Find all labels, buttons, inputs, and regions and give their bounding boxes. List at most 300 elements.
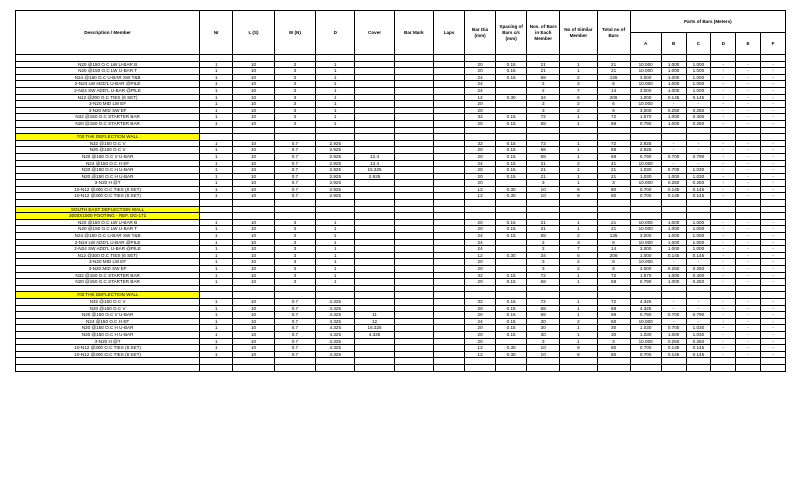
table-cell: - — [711, 318, 736, 325]
section-title: 700 THK DEFLECTION WALL — [16, 134, 200, 141]
table-cell: 10.000 — [630, 318, 661, 325]
table-cell: 1 — [200, 94, 233, 101]
member-description-cell: N20 @150 O.C H U-BAR — [16, 325, 200, 332]
table-cell: 1 — [200, 259, 233, 266]
table-cell: 80 — [597, 345, 630, 352]
member-description-cell: N12 @300 O.C TIES (6 SET) — [16, 252, 200, 259]
table-cell: - — [761, 180, 786, 187]
table-cell: 10 — [233, 266, 274, 273]
table-cell: 10 — [233, 246, 274, 253]
table-cell: 20 — [465, 266, 496, 273]
table-cell: 1 — [200, 147, 233, 154]
table-cell: - — [761, 259, 786, 266]
table-cell: 1 — [200, 246, 233, 253]
table-cell — [394, 226, 433, 233]
table-cell: - — [711, 266, 736, 273]
table-cell: 0.7 — [274, 305, 315, 312]
table-cell: 72 — [597, 272, 630, 279]
table-cell — [736, 134, 761, 141]
table-cell: 1.000 — [661, 74, 686, 81]
table-cell — [394, 68, 433, 75]
table-cell — [316, 358, 355, 365]
table-cell: 0.145 — [661, 186, 686, 193]
table-cell: 0.15 — [496, 226, 527, 233]
table-cell: 1 — [560, 305, 597, 312]
table-cell — [355, 147, 394, 154]
table-cell: 2.925 — [316, 147, 355, 154]
table-cell: 3 — [274, 61, 315, 68]
table-cell: 1.000 — [661, 87, 686, 94]
table-cell: 10 — [233, 114, 274, 121]
table-cell: - — [661, 101, 686, 108]
table-row — [16, 94, 786, 101]
table-cell — [465, 285, 496, 292]
table-cell: 3 — [274, 74, 315, 81]
table-cell: - — [736, 147, 761, 154]
table-cell — [434, 94, 465, 101]
table-cell: - — [761, 107, 786, 114]
table-cell — [394, 338, 433, 345]
table-cell: 1 — [316, 61, 355, 68]
table-cell: - — [761, 94, 786, 101]
table-cell: 68 — [527, 279, 560, 286]
table-cell: 30 — [527, 325, 560, 332]
table-cell — [661, 206, 686, 213]
table-cell — [761, 285, 786, 292]
table-cell — [200, 213, 233, 220]
table-cell: 10 — [233, 101, 274, 108]
table-cell — [434, 173, 465, 180]
table-cell — [434, 140, 465, 147]
table-cell: - — [761, 87, 786, 94]
table-cell — [394, 167, 433, 174]
table-cell: 206 — [597, 94, 630, 101]
table-cell: - — [761, 252, 786, 259]
member-description-cell: 2-N24 SW ADD'L U-BAR @PILE — [16, 246, 200, 253]
table-cell — [355, 345, 394, 352]
table-cell: 1.000 — [630, 94, 661, 101]
table-cell: 1 — [560, 147, 597, 154]
table-cell: 2 — [527, 87, 560, 94]
member-description-cell: N20 @150 O.C V U-BAR — [16, 312, 200, 319]
table-cell: 20 — [465, 173, 496, 180]
table-cell: 68 — [527, 305, 560, 312]
table-cell: 68 — [597, 305, 630, 312]
table-cell — [355, 140, 394, 147]
table-cell: 3 — [274, 87, 315, 94]
table-cell — [355, 55, 394, 62]
table-cell: 21 — [597, 219, 630, 226]
member-description-cell: N20 @150 O.C V — [16, 305, 200, 312]
table-cell: - — [661, 305, 686, 312]
table-cell: - — [686, 259, 711, 266]
table-cell: - — [761, 345, 786, 352]
table-cell: 1.000 — [661, 272, 686, 279]
table-cell: 0.15 — [496, 219, 527, 226]
table-cell — [560, 134, 597, 141]
table-cell: 2.925 — [316, 193, 355, 200]
table-cell: 1 — [560, 140, 597, 147]
section-title: SOUTH EAST DEFLECTION WALL — [16, 206, 200, 213]
table-cell: 0.700 — [630, 345, 661, 352]
table-cell: 1 — [200, 186, 233, 193]
table-row — [16, 233, 786, 240]
table-cell — [630, 206, 661, 213]
table-cell: 0.7 — [274, 312, 315, 319]
table-cell: 1.000 — [686, 74, 711, 81]
member-description-cell: N20 @150 O.C LW U-BAR T — [16, 226, 200, 233]
table-cell — [434, 312, 465, 319]
table-cell: 3 — [527, 101, 560, 108]
member-description-cell: 10-N12 @300 O.C TIES (8 SET) — [16, 351, 200, 358]
table-cell: 21 — [527, 68, 560, 75]
table-cell: 60 — [597, 318, 630, 325]
table-cell: - — [736, 252, 761, 259]
col-header-width: W (N) — [274, 11, 315, 55]
table-cell — [560, 55, 597, 62]
table-cell — [686, 358, 711, 365]
table-cell: 10 — [233, 193, 274, 200]
table-cell — [394, 246, 433, 253]
table-row — [16, 226, 786, 233]
table-cell: 3 — [274, 114, 315, 121]
table-cell: 0.700 — [630, 193, 661, 200]
table-cell: 10 — [527, 345, 560, 352]
table-cell: 10 — [233, 68, 274, 75]
table-cell — [630, 292, 661, 299]
table-cell: - — [761, 81, 786, 88]
table-cell: 0.15 — [496, 272, 527, 279]
table-cell: 0.250 — [686, 180, 711, 187]
table-cell — [394, 127, 433, 134]
member-description-cell: N24 @150 O.C U-BAR SW T&B — [16, 233, 200, 240]
table-cell: - — [711, 331, 736, 338]
table-cell — [527, 134, 560, 141]
table-cell: 10 — [233, 351, 274, 358]
table-cell: 21 — [527, 160, 560, 167]
table-cell — [16, 127, 200, 134]
col-header-nos-bars: Nos. of Bars in Each Member — [527, 11, 560, 55]
table-cell: 80 — [597, 351, 630, 358]
table-cell — [434, 186, 465, 193]
table-cell: 32 — [465, 114, 496, 121]
table-cell: - — [711, 160, 736, 167]
table-cell: 4.325 — [630, 305, 661, 312]
table-cell — [274, 364, 315, 371]
member-description-cell: N20 @150 O.C V — [16, 147, 200, 154]
table-cell: - — [736, 186, 761, 193]
table-cell: 0.30 — [496, 186, 527, 193]
table-row — [16, 351, 786, 358]
table-cell — [761, 292, 786, 299]
table-cell: 20 — [465, 101, 496, 108]
table-cell: 10 — [233, 186, 274, 193]
table-cell: 30 — [527, 331, 560, 338]
table-cell: 0.145 — [661, 252, 686, 259]
table-cell: 1 — [560, 68, 597, 75]
table-cell — [736, 127, 761, 134]
table-cell: - — [711, 325, 736, 332]
table-cell: 16.325 — [355, 167, 394, 174]
table-cell: - — [761, 160, 786, 167]
table-cell — [394, 87, 433, 94]
table-cell — [394, 213, 433, 220]
table-cell — [200, 358, 233, 365]
table-cell — [355, 206, 394, 213]
table-cell: 10 — [233, 272, 274, 279]
table-cell: 1 — [200, 226, 233, 233]
col-header-laps: Laps — [434, 11, 465, 55]
table-cell: 1 — [200, 312, 233, 319]
table-cell — [394, 114, 433, 121]
table-cell: 1.000 — [686, 81, 711, 88]
table-cell: - — [736, 318, 761, 325]
table-cell — [394, 266, 433, 273]
table-cell — [630, 134, 661, 141]
table-cell: 72 — [527, 140, 560, 147]
table-cell: 6 — [597, 266, 630, 273]
table-cell: 6 — [560, 252, 597, 259]
table-cell: 2 — [560, 266, 597, 273]
table-cell: 10 — [233, 252, 274, 259]
table-cell: 1 — [200, 120, 233, 127]
table-cell: 1 — [200, 351, 233, 358]
table-cell — [233, 358, 274, 365]
table-cell: - — [761, 61, 786, 68]
section-header-row — [16, 213, 786, 220]
table-cell — [434, 200, 465, 207]
table-cell: 3 — [274, 233, 315, 240]
table-cell: 0.15 — [496, 140, 527, 147]
table-cell: 10 — [233, 345, 274, 352]
table-cell: 1 — [316, 239, 355, 246]
table-cell — [465, 55, 496, 62]
col-header-no-similar: No of Similar Member — [560, 11, 597, 55]
table-cell — [16, 200, 200, 207]
table-cell: - — [761, 325, 786, 332]
table-cell — [355, 87, 394, 94]
table-cell: 2.925 — [630, 147, 661, 154]
table-cell: - — [736, 81, 761, 88]
table-cell — [355, 259, 394, 266]
table-row — [16, 87, 786, 94]
table-cell — [355, 213, 394, 220]
table-cell: 2 — [560, 101, 597, 108]
table-cell: 72 — [527, 298, 560, 305]
table-cell: - — [711, 226, 736, 233]
table-cell: 20 — [465, 153, 496, 160]
table-cell — [274, 55, 315, 62]
table-cell: 1.000 — [686, 68, 711, 75]
table-cell: 4.325 — [316, 312, 355, 319]
table-row — [16, 239, 786, 246]
table-cell: 1.570 — [630, 272, 661, 279]
table-cell: 0.700 — [661, 167, 686, 174]
table-cell — [736, 206, 761, 213]
table-cell: 1 — [560, 312, 597, 319]
table-cell — [496, 101, 527, 108]
table-cell: 3 — [274, 94, 315, 101]
table-cell: - — [736, 338, 761, 345]
table-cell: - — [736, 246, 761, 253]
table-cell — [394, 186, 433, 193]
table-cell: 10 — [527, 186, 560, 193]
table-cell: 0.145 — [686, 252, 711, 259]
table-cell: 1 — [200, 193, 233, 200]
table-cell: 0.7 — [274, 140, 315, 147]
table-cell — [434, 120, 465, 127]
table-cell — [355, 358, 394, 365]
table-cell: 0.7 — [274, 180, 315, 187]
table-row — [16, 318, 786, 325]
member-description-cell: N20 @150 O.C LW U-BAR B — [16, 61, 200, 68]
table-cell — [496, 292, 527, 299]
table-cell: - — [736, 345, 761, 352]
table-cell: - — [761, 74, 786, 81]
table-cell: 1 — [316, 68, 355, 75]
table-cell: 1 — [316, 233, 355, 240]
table-cell — [711, 134, 736, 141]
table-cell — [316, 134, 355, 141]
table-cell: 32 — [465, 140, 496, 147]
table-cell: 3 — [527, 266, 560, 273]
table-cell — [434, 61, 465, 68]
table-cell: 2.925 — [316, 167, 355, 174]
table-cell: - — [711, 338, 736, 345]
table-cell: - — [736, 61, 761, 68]
table-cell — [434, 246, 465, 253]
table-cell: - — [761, 193, 786, 200]
table-cell — [200, 292, 233, 299]
table-cell: - — [736, 298, 761, 305]
table-cell — [496, 364, 527, 371]
table-cell: 0.790 — [630, 279, 661, 286]
table-cell — [434, 226, 465, 233]
table-cell — [560, 364, 597, 371]
table-cell — [434, 279, 465, 286]
table-cell: 1 — [316, 226, 355, 233]
table-cell: 20 — [465, 305, 496, 312]
table-cell — [355, 94, 394, 101]
table-cell — [686, 206, 711, 213]
table-cell: 0.15 — [496, 279, 527, 286]
table-cell: 1 — [316, 114, 355, 121]
table-cell: 1 — [560, 114, 597, 121]
blank-row — [16, 127, 786, 134]
table-cell: - — [736, 219, 761, 226]
table-cell: 0.15 — [496, 61, 527, 68]
table-cell: 10 — [233, 167, 274, 174]
table-cell: 30 — [597, 325, 630, 332]
table-cell: 0.250 — [661, 180, 686, 187]
col-header-part-b: B — [661, 33, 686, 55]
table-cell: 1 — [200, 298, 233, 305]
table-cell: 2 — [560, 160, 597, 167]
table-cell: 1 — [200, 331, 233, 338]
table-cell — [496, 127, 527, 134]
table-cell: 0.250 — [686, 338, 711, 345]
table-cell — [274, 285, 315, 292]
table-cell: 68 — [597, 120, 630, 127]
table-cell: 1 — [200, 107, 233, 114]
table-cell: 0.15 — [496, 114, 527, 121]
table-cell: 1 — [560, 173, 597, 180]
table-row — [16, 147, 786, 154]
table-cell — [355, 61, 394, 68]
table-cell: - — [711, 101, 736, 108]
table-cell — [527, 206, 560, 213]
table-cell: - — [761, 305, 786, 312]
table-cell: 1 — [200, 173, 233, 180]
table-cell — [434, 259, 465, 266]
table-cell: - — [661, 160, 686, 167]
table-cell — [711, 285, 736, 292]
table-cell: 1.000 — [686, 61, 711, 68]
table-cell — [496, 246, 527, 253]
table-cell — [355, 338, 394, 345]
table-cell: 3 — [560, 81, 597, 88]
table-cell: - — [736, 140, 761, 147]
table-cell: 20 — [465, 147, 496, 154]
table-cell: 20 — [465, 68, 496, 75]
table-cell: 21 — [527, 167, 560, 174]
table-row — [16, 114, 786, 121]
table-cell: 0.250 — [686, 266, 711, 273]
table-cell — [761, 134, 786, 141]
table-cell: 3 — [274, 239, 315, 246]
table-cell: 0.7 — [274, 193, 315, 200]
table-cell — [711, 127, 736, 134]
table-cell: 0.790 — [686, 153, 711, 160]
table-cell: - — [711, 180, 736, 187]
table-cell: - — [736, 312, 761, 319]
table-cell — [394, 312, 433, 319]
table-cell: 4.325 — [316, 338, 355, 345]
table-cell: 2 — [560, 318, 597, 325]
table-cell: 135 — [597, 233, 630, 240]
table-cell: 0.250 — [661, 266, 686, 273]
table-cell: - — [711, 272, 736, 279]
member-description-cell: N20 @150 O.C H U-BAR — [16, 173, 200, 180]
table-cell — [316, 200, 355, 207]
table-row — [16, 61, 786, 68]
table-cell: 2.925 — [316, 180, 355, 187]
table-cell: - — [711, 351, 736, 358]
table-cell — [394, 180, 433, 187]
table-cell — [597, 134, 630, 141]
table-cell: 3 — [597, 338, 630, 345]
blank-row — [16, 364, 786, 371]
table-cell: 135 — [597, 74, 630, 81]
table-cell — [394, 81, 433, 88]
table-cell — [16, 285, 200, 292]
table-cell: 3 — [274, 259, 315, 266]
table-cell: 3 — [274, 279, 315, 286]
table-cell: 7 — [560, 87, 597, 94]
table-cell: 1.000 — [661, 120, 686, 127]
table-cell: 68 — [527, 153, 560, 160]
table-cell: - — [711, 219, 736, 226]
table-cell: 0.15 — [496, 173, 527, 180]
table-cell: 10 — [233, 87, 274, 94]
table-cell: 0.15 — [496, 298, 527, 305]
section-title: 3000X1000 FOOTING - REF. DG-171 — [16, 213, 200, 220]
table-cell: 24 — [465, 239, 496, 246]
table-cell: 0.15 — [496, 160, 527, 167]
table-cell — [434, 351, 465, 358]
table-cell: 30 — [597, 331, 630, 338]
table-cell: 1 — [200, 345, 233, 352]
